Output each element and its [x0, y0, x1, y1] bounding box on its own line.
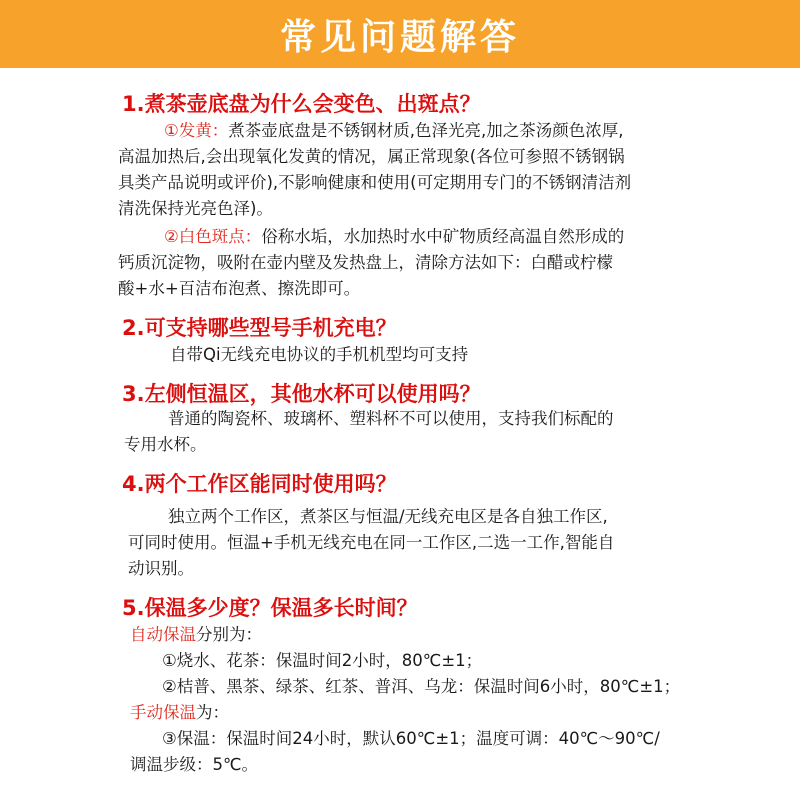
text-line: 煮茶壶底盘是不锈钢材质,色泽光亮,加之茶汤颜色浓厚, [228, 121, 624, 140]
text-line: 具类产品说明或评价),不影响健康和使用(可定期用专门的不锈钢清洁剂 [118, 173, 632, 192]
manual-keep-warm-label: 手动保温 [130, 703, 196, 722]
item-label-yellowing: ①发黄： [164, 121, 229, 140]
text-line: 分别为： [196, 625, 262, 644]
answer-2 [118, 342, 698, 368]
text-line: ③保温：保温时间24小时，默认60℃±1；温度可调：40℃～90℃/ [162, 729, 660, 748]
text-line: 钙质沉淀物，吸附在壶内壁及发热盘上，清除方法如下：白醋或柠檬 [118, 253, 613, 272]
answer-4 [118, 504, 698, 582]
text-line: 调温步级：5℃。 [130, 755, 259, 774]
text-line: 独立两个工作区，煮茶区与恒温/无线充电区是各自独工作区, [168, 507, 608, 526]
text-line: ①烧水、花茶：保温时间2小时，80℃±1； [162, 651, 483, 670]
answer-5 [118, 622, 698, 778]
answer-3 [118, 406, 698, 458]
question-1: 1.煮茶壶底盘为什么会变色、出斑点？ [122, 92, 481, 116]
text-line: 自带Qi无线充电协议的手机机型均可支持 [170, 345, 469, 364]
text-line: 酸+水+百洁布泡煮、擦洗即可。 [118, 279, 361, 298]
answer-1-item-1 [118, 118, 698, 222]
answer-1-item-2 [118, 224, 698, 302]
text-line: 俗称水垢，水加热时水中矿物质经高温自然形成的 [261, 227, 625, 246]
text-line: 专用水杯。 [124, 435, 207, 454]
auto-keep-warm-label: 自动保温 [130, 625, 196, 644]
text-line: 为： [196, 703, 229, 722]
question-3: 3.左侧恒温区，其他水杯可以使用吗？ [122, 382, 481, 406]
text-line: 清洗保持光亮色泽)。 [118, 199, 273, 218]
text-line: 普通的陶瓷杯、玻璃杯、塑料杯不可以使用，支持我们标配的 [168, 409, 614, 428]
text-line: 可同时使用。恒温+手机无线充电在同一工作区,二选一工作,智能自 [128, 533, 615, 552]
header-banner [0, 0, 800, 68]
text-line: ②桔普、黑茶、绿茶、红茶、普洱、乌龙：保温时间6小时，80℃±1； [162, 677, 681, 696]
question-4: 4.两个工作区能同时使用吗？ [122, 472, 397, 496]
text-line: 动识别。 [128, 559, 194, 578]
item-label-white-spots: ②白色斑点： [164, 227, 262, 246]
question-5: 5.保温多少度？保温多长时间？ [122, 596, 418, 620]
question-2: 2.可支持哪些型号手机充电？ [122, 316, 397, 340]
page-title: 常见问题解答 [279, 16, 520, 58]
text-line: 高温加热后,会出现氧化发黄的情况，属正常现象(各位可参照不锈钢锅 [118, 147, 625, 166]
